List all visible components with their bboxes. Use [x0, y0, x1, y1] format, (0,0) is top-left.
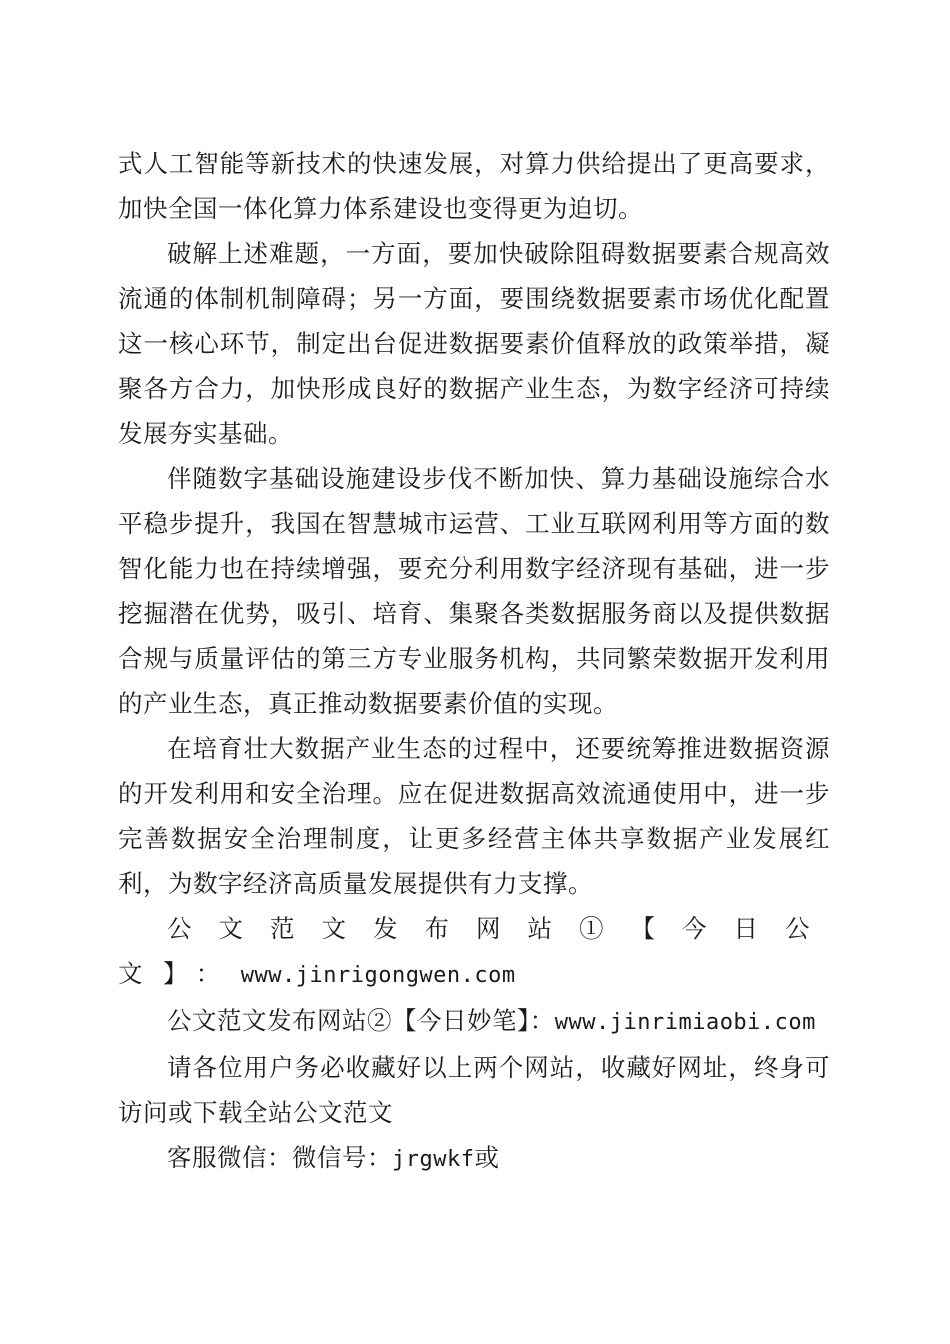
paragraph-4: 在培育壮大数据产业生态的过程中，还要统筹推进数据资源的开发利用和安全治理。应在促进数据高效流通使用中，进一步完善数据安全治理制度，让更多经营主体共享数据产业发展红利，为数字经济高质量发展提供有力支撑。 [118, 734, 830, 898]
paragraph-3: 伴随数字基础设施建设步伐不断加快、算力基础设施综合水平稳步提升，我国在智慧城市运营、工业互联网利用等方面的数智化能力也在持续增强，要充分利用数字经济现有基础，进一步挖掘潜在优势，吸引、培育、集聚各类数据服务商以及提供数据合规与质量评估的第三方专业服务机构，共同繁荣数据开发利用的产业生态，真正推动数据要素价值的实现。 [118, 464, 830, 718]
site1-line [118, 906, 830, 998]
article-body [118, 141, 830, 1182]
site2-label: 公文范文发布网站②【今日妙笔】： [167, 1006, 555, 1035]
site1-label: 公文范文发布网站①【今日公文】： [118, 914, 830, 988]
site2-url[interactable]: www.jinrimiaobi.com [554, 1010, 816, 1035]
site1-url[interactable]: www.jinrigongwen.com [240, 963, 516, 988]
service-suffix: 或 [474, 1143, 500, 1172]
paragraph-2: 破解上述难题，一方面，要加快破除阻碍数据要素合规高效流通的体制机制障碍；另一方面，要围绕数据要素市场优化配置这一核心环节，制定出台促进数据要素价值释放的政策举措，凝聚各方合力，加快形成良好的数据产业生态，为数字经济可持续发展夯实基础。 [118, 239, 830, 448]
site2-line [118, 998, 830, 1045]
service-label: 客服微信：微信号： [167, 1143, 392, 1172]
notice-paragraph: 请各位用户务必收藏好以上两个网站，收藏好网址，终身可访问或下载全站公文范文 [118, 1053, 830, 1127]
customer-service-line [118, 1135, 830, 1182]
service-wechat-id: jrgwkf [392, 1147, 475, 1172]
paragraph-1: 式人工智能等新技术的快速发展，对算力供给提出了更高要求，加快全国一体化算力体系建设也变得更为迫切。 [118, 149, 830, 223]
